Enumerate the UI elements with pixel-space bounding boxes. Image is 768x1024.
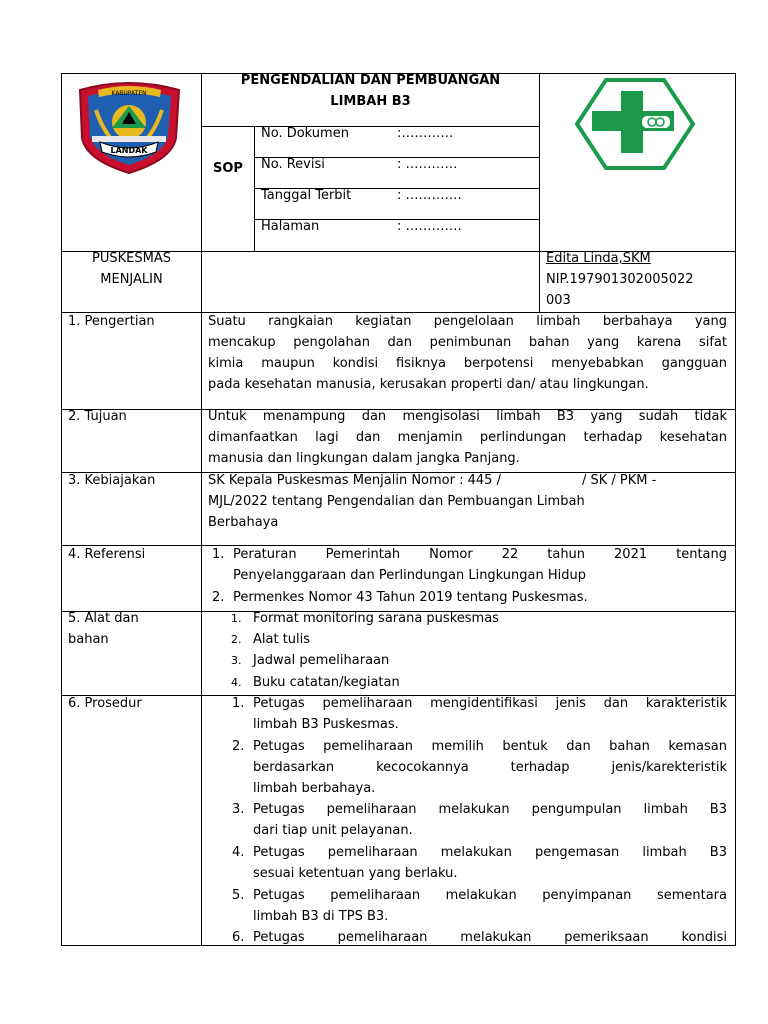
meta-label-halaman: Halaman [261,219,320,234]
alat-item: Alat tulis [253,632,311,647]
meta-value-no-revisi: : ………… [397,157,458,172]
meta-label-no-revisi: No. Revisi [261,157,325,172]
kebijakan-line1-b: / SK / PKM - [582,473,657,488]
meta-label-tanggal-terbit: Tanggal Terbit [261,188,352,203]
prosedur-item-3-line2: dari tiap unit pelayanan. [253,823,413,838]
list-number: 1. [212,547,225,562]
meta-label-no-dokumen: No. Dokumen [261,126,349,141]
logo-bottom-text: LANDAK [110,146,148,155]
prosedur-item-3-line1: Petugas pemeliharaan melakukan pengumpulan limbah B3 [253,802,727,817]
meta-value-tanggal-terbit: : …………. [397,188,462,203]
prosedur-item-4-line2: sesuai ketentuan yang berlaku. [253,866,458,881]
org-name-line1: PUSKESMAS [92,251,171,266]
tujuan-line: manusia dan lingkungan dalam jangka Panjang. [208,451,520,466]
list-number: 4. [231,676,242,689]
divider [201,126,540,127]
referensi-item-1-line2: Penyelanggaraan dan Perlindungan Lingkungan Hidup [233,568,587,583]
alat-item: Buku catatan/kegiatan [253,675,400,690]
list-number: 5. [232,888,245,903]
list-number: 3. [232,802,245,817]
prosedur-item-6-line1: Petugas pemeliharaan melakukan pemeriksaan kondisi [253,930,727,945]
meta-value-no-dokumen: :………… [397,126,454,141]
list-number: 2. [232,739,245,754]
signer-nip-line1: NIP.197901302005022 [546,272,694,287]
document-title-line1: PENGENDALIAN DAN PEMBUANGAN [240,73,501,88]
table-border-left [61,73,62,946]
list-number: 4. [232,845,245,860]
section-label-pengertian: 1. Pengertian [68,314,155,329]
section-label-alat-line2: bahan [68,632,109,647]
table-border-right [735,73,736,946]
signer-name: Edita Linda,SKM [546,251,651,266]
prosedur-item-2-line2: berdasarkan kecocokannya terhadap jenis/karekteristik [253,760,727,775]
list-number: 1. [231,612,242,625]
divider [201,312,202,946]
list-number: 2. [231,633,242,646]
prosedur-item-2-line1: Petugas pemeliharaan memilih bentuk dan bahan kemasan [253,739,727,754]
list-number: 6. [232,930,245,945]
pengertian-line: kimia maupun kondisi fisiknya berpotensi menyebabkan gangguan [208,356,727,371]
section-label-tujuan: 2. Tujuan [68,409,127,424]
prosedur-item-5-line2: limbah B3 di TPS B3. [253,909,389,924]
kabupaten-landak-logo [72,80,187,175]
section-label-prosedur: 6. Prosedur [68,696,142,711]
prosedur-item-1-line1: Petugas pemeliharaan mengidentifikasi jenis dan karakteristik [253,696,727,711]
prosedur-item-4-line1: Petugas pemeliharaan melakukan pengemasan limbah B3 [253,845,727,860]
prosedur-item-5-line1: Petugas pemeliharaan melakukan penyimpanan sementara [253,888,727,903]
meta-value-halaman: : …………. [397,219,462,234]
referensi-item-1-line1: Peraturan Pemerintah Nomor 22 tahun 2021 tentang [233,547,727,562]
list-number: 3. [231,654,242,667]
list-number: 2. [212,590,225,605]
section-label-alat-line1: 5. Alat dan [68,611,139,626]
org-name-line2: MENJALIN [100,272,163,287]
section-label-referensi: 4. Referensi [68,547,146,562]
kebijakan-line1-a: SK Kepala Puskesmas Menjalin Nomor : 445 / [208,473,501,488]
pengertian-line: mencakup pengolahan dan penimbunan bahan yang karena sifat [208,335,727,350]
tujuan-line: dimanfaatkan lagi dan menjamin perlindungan terhadap kesehatan [208,430,727,445]
prosedur-item-2-line3: limbah berbahaya. [253,781,376,796]
referensi-item-2: Permenkes Nomor 43 Tahun 2019 tentang Puskesmas. [233,590,588,605]
list-number: 1. [232,696,245,711]
alat-item: Jadwal pemeliharaan [253,653,390,668]
divider [539,73,540,313]
section-label-kebijakan: 3. Kebiajakan [68,473,156,488]
tujuan-line: Untuk menampung dan mengisolasi limbah B3 yang sudah tidak [208,409,727,424]
signer-nip-line2: 003 [546,293,571,308]
prosedur-item-1-line2: limbah B3 Puskesmas. [253,717,399,732]
alat-item: Format monitoring sarana puskesmas [253,611,499,626]
kebijakan-line2: MJL/2022 tentang Pengendalian dan Pembuangan Limbah [208,494,585,509]
kebijakan-line3: Berbahaya [208,515,279,530]
pengertian-line: pada kesehatan manusia, kerusakan properti dan/ atau lingkungan. [208,377,649,392]
logo-top-text: KABUPATEN [111,90,147,97]
pengertian-line: Suatu rangkaian kegiatan pengelolaan limbah berbahaya yang [208,314,727,329]
sop-label: SOP [213,161,243,176]
document-title-line2: LIMBAH B3 [330,94,411,109]
puskesmas-logo [574,77,696,171]
